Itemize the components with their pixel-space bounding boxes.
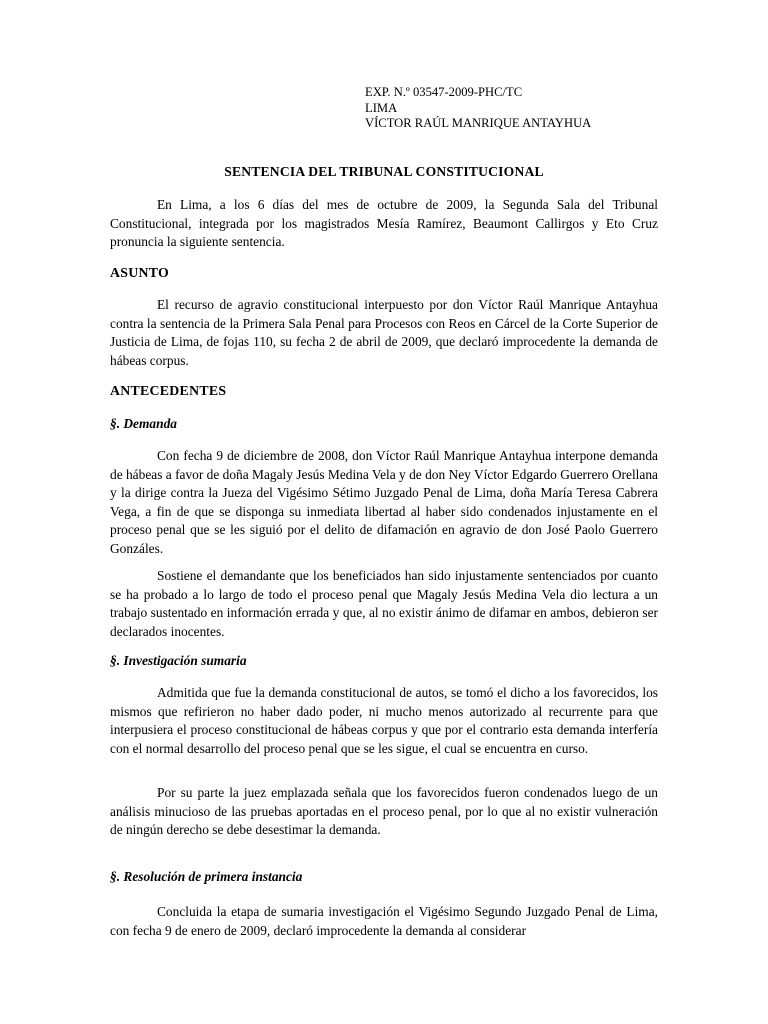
case-party: VÍCTOR RAÚL MANRIQUE ANTAYHUA xyxy=(365,116,592,130)
case-city: LIMA xyxy=(365,100,398,115)
resolucion-subheading: §. Resolución de primera instancia xyxy=(110,869,303,884)
asunto-paragraph: El recurso de agravio constitucional interpuesto por don Víctor Raúl Manrique Antayhua contra la sentencia de la Primera Sala Penal para Procesos con Reos en Cárcel de la Corte Superior de Justicia de Lima, de fojas 110, su fecha 2 de abril de 2009, que declaró improcedente la demanda de hábeas corpus. xyxy=(110,297,658,368)
demanda-subheading: §. Demanda xyxy=(110,416,177,431)
resolucion-paragraph-1: Concluida la etapa de sumaria investigación el Vigésimo Segundo Juzgado Penal de Lima, con fecha 9 de enero de 2009, declaró improcedente la demanda al considerar xyxy=(110,904,658,938)
case-number: EXP. N.º 03547-2009-PHC/TC xyxy=(365,85,523,99)
investigacion-paragraph-2: Por su parte la juez emplazada señala que los favorecidos fueron condenados luego de un análisis minucioso de las pruebas aportadas en el proceso penal, por lo que al no existir vulneración de ningún derecho se debe desestimar la demanda. xyxy=(110,785,658,838)
investigacion-subheading: §. Investigación sumaria xyxy=(110,653,247,668)
investigacion-paragraph-1: Admitida que fue la demanda constitucional de autos, se tomó el dicho a los favorecidos, los mismos que refirieron no haber dado poder, ni mucho menos autorizado al recurrente para que interpusiera el proceso constitucional de hábeas corpus y que por el contrario esta demanda interfería con el normal desarrollo del proceso penal que se les sigue, el cual se encuentra en curso. xyxy=(110,685,658,756)
demanda-paragraph-2: Sostiene el demandante que los beneficiados han sido injustamente sentenciados por cuanto se ha probado a lo largo de todo el proceso penal que Magaly Jesús Medina Vela dio lectura a un trabajo sustentado en información errada y que, al no existir ánimo de difamar en ambos, debieron ser declarados inocentes. xyxy=(110,568,658,639)
document-title: SENTENCIA DEL TRIBUNAL CONSTITUCIONAL xyxy=(224,164,544,179)
demanda-paragraph-1: Con fecha 9 de diciembre de 2008, don Víctor Raúl Manrique Antayhua interpone demanda de hábeas a favor de doña Magaly Jesús Medina Vela y de don Ney Víctor Edgardo Guerrero Orellana y la dirige contra la Jueza del Vigésimo Sétimo Juzgado Penal de Lima, doña María Teresa Cabrera Vega, a fin de que se disponga su inmediata libertad al haber sido condenados injustamente en el proceso penal que se les siguió por el delito de difamación en agravio de don José Paolo Guerrero Gonzáles. xyxy=(110,448,658,556)
asunto-heading: ASUNTO xyxy=(110,265,170,280)
antecedentes-heading: ANTECEDENTES xyxy=(110,383,227,398)
case-header xyxy=(365,85,591,132)
intro-paragraph: En Lima, a los 6 días del mes de octubre de 2009, la Segunda Sala del Tribunal Constitucional, integrada por los magistrados Mesía Ramírez, Beaumont Callirgos y Eto Cruz pronuncia la siguiente sentencia. xyxy=(110,197,658,250)
